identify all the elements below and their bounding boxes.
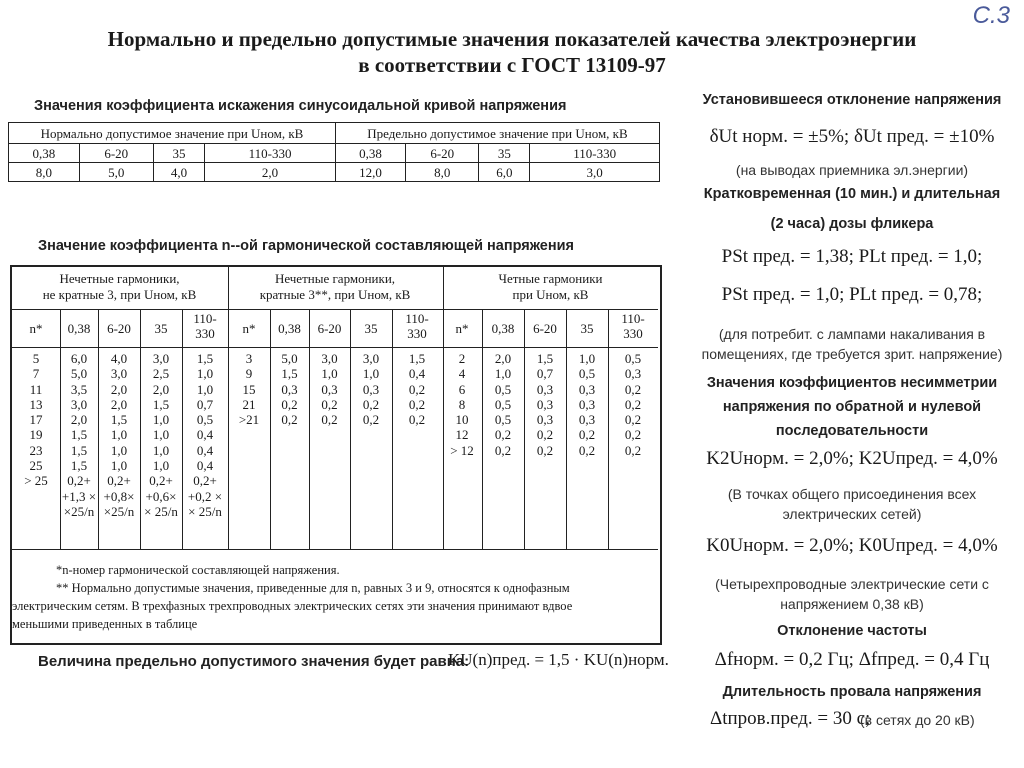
- harmonic-value: 1,5: [196, 351, 214, 366]
- subheader-cell: 6-20: [317, 321, 342, 336]
- harmonic-value: 2: [458, 351, 466, 366]
- dev-heading: Установившееся отклонение напряжения: [702, 92, 1002, 108]
- harmonic-value: 5,0: [70, 366, 88, 382]
- harmonics-table: [10, 265, 662, 645]
- harmonic-value: 1,5: [536, 351, 554, 366]
- title-line-1: Нормально и предельно допустимые значения показателей качества электроэнергии: [107, 27, 917, 51]
- subheader-cell: 6-20: [533, 321, 557, 336]
- harmonic-value: 1,0: [152, 458, 170, 474]
- harmonic-value: 0,3: [362, 381, 380, 397]
- harmonic-value: 3,0: [110, 366, 128, 382]
- asym-heading-2: напряжения по обратной и нулевой: [722, 399, 982, 415]
- harmonic-value: 0,2: [536, 427, 554, 443]
- page-title: [0, 26, 1024, 78]
- harmonic-value: > 12: [450, 442, 474, 458]
- harmonic-value: 0,3: [624, 366, 642, 382]
- subheader-cell: 0,38: [278, 321, 301, 336]
- harmonic-value: 2,0: [152, 381, 170, 397]
- dev-formula: δUt норм. = ±5%; δUt пред. = ±10%: [709, 126, 995, 147]
- harmonic-column: [140, 351, 182, 519]
- harmonic-value: 0,2: [624, 427, 642, 443]
- sinus-voltage-cell: 0,38: [335, 144, 405, 163]
- harmonic-value: 0,5: [494, 412, 512, 428]
- sinus-value-cell: 4,0: [153, 163, 204, 182]
- harmonic-value: 1,5: [408, 351, 426, 366]
- harmonic-column: [392, 351, 442, 427]
- asym-note-3: (Четырехпроводные электрические сети с: [715, 576, 989, 592]
- harmonic-value: 1,5: [70, 442, 88, 458]
- harmonic-value: 19: [29, 427, 43, 443]
- flicker-formula-1: PSt пред. = 1,38; PLt пред. = 1,0;: [721, 246, 983, 267]
- subheader-cell: n*: [242, 321, 256, 336]
- harmonic-value: 9: [245, 366, 253, 382]
- harmonic-value: 1,0: [196, 366, 214, 382]
- harmonic-value: 5: [32, 351, 40, 366]
- harmonic-column: [442, 351, 482, 458]
- dev-note: (на выводах приемника эл.энергии): [735, 162, 969, 178]
- harmonic-value: 1,0: [362, 366, 380, 382]
- table-divider: [270, 309, 271, 549]
- asym-heading-3: последовательности: [775, 423, 929, 439]
- harmonic-value: 0,2: [321, 412, 338, 428]
- harmonic-value: 0,5: [494, 381, 512, 397]
- harmonic-value: 0,4: [196, 442, 214, 458]
- sinus-value-cell: 6,0: [479, 163, 530, 182]
- limit-label: Величина предельно допустимого значения будет равна:: [38, 653, 470, 670]
- harmonic-value: 0,4: [196, 427, 214, 443]
- harmonic-value: 8: [458, 396, 466, 412]
- harmonic-value: 1,5: [110, 412, 128, 428]
- table-divider: [12, 347, 658, 348]
- harmonic-value: +0,2 ×: [187, 488, 223, 504]
- harmonic-value: 0,7: [536, 366, 554, 382]
- table-divider: [12, 549, 658, 550]
- harmonic-value: 1,5: [70, 427, 88, 443]
- harmonic-value: 1,5: [281, 366, 298, 382]
- harmonic-value: 0,2: [408, 396, 426, 412]
- harmonic-value: 0,2: [408, 381, 426, 397]
- harmonic-column: [482, 351, 524, 458]
- harmonic-value: > 25: [24, 473, 48, 489]
- harmonic-value: 3,5: [70, 381, 88, 397]
- sinus-value-cell: 2,0: [205, 163, 336, 182]
- harmonic-value: 3,0: [362, 351, 380, 366]
- harmonic-column: [182, 351, 228, 519]
- title-line-2: в соответствии с ГОСТ 13109-97: [358, 53, 666, 77]
- sinus-value-cell: 8,0: [406, 163, 479, 182]
- harmonic-column: [608, 351, 658, 458]
- sinus-voltage-cell: 6-20: [79, 144, 153, 163]
- harmonic-value: 0,2: [281, 412, 298, 428]
- harmonic-value: 7: [32, 366, 40, 382]
- flicker-formula-2: PSt пред. = 1,0; PLt пред. = 0,78;: [721, 284, 983, 305]
- harmonic-column: [350, 351, 392, 427]
- note-4: меньшими приведенных в таблице: [12, 617, 198, 631]
- harmonic-value: 4: [458, 366, 466, 382]
- harmonic-column: [309, 351, 350, 427]
- sinus-value-cell: 3,0: [530, 163, 660, 182]
- harmonic-value: 0,5: [494, 396, 512, 412]
- harmonic-value: 0,5: [624, 351, 642, 366]
- harmonic-value: 0,2: [536, 442, 554, 458]
- note-1: *n-номер гармонической составляющей напряжения.: [56, 563, 340, 577]
- flicker-heading-1: Кратковременная (10 мин.) и длительная: [703, 186, 1001, 202]
- harmonic-value: 1,0: [110, 427, 128, 443]
- sinus-voltage-cell: 110-330: [530, 144, 660, 163]
- page-number: С.3: [972, 2, 1010, 29]
- harmonic-value: 0,2: [494, 442, 512, 458]
- harmonic-value: 15: [242, 381, 256, 397]
- harmonic-value: 6,0: [70, 351, 88, 366]
- harmonic-value: 1,5: [70, 458, 88, 474]
- harmonic-value: 10: [455, 412, 469, 428]
- group2-header: Нечетные гармоники, кратные 3**, при Uном, кВ: [259, 271, 411, 302]
- subheader-cell: 0,38: [67, 321, 91, 336]
- note-3: электрическим сетям. В трехфазных трехпроводных электрических сетях эти значения принимают вдвое: [12, 599, 573, 613]
- harmonic-value: 0,5: [196, 412, 214, 428]
- harmonic-value: 2,5: [152, 366, 170, 382]
- harmonic-value: 0,2: [578, 427, 596, 443]
- freq-formula: Δfнорм. = 0,2 Гц; Δfпред. = 0,4 Гц: [714, 649, 990, 670]
- subheader-cell: 110- 330: [405, 311, 429, 341]
- harmonic-value: 0,3: [536, 412, 554, 428]
- table-divider: [309, 309, 310, 549]
- asym-formula-2: K0Uнорм. = 2,0%; K0Uпред. = 4,0%: [706, 535, 998, 556]
- sinus-heading: Значения коэффициента искажения синусоидальной кривой напряжения: [34, 98, 567, 114]
- harmonic-value: 0,3: [536, 381, 554, 397]
- harmonic-value: 21: [242, 396, 256, 412]
- sinus-voltage-cell: 0,38: [9, 144, 80, 163]
- table-divider: [392, 309, 393, 549]
- harmonic-value: +0,8×: [103, 488, 135, 504]
- harmonic-value: 0,2: [624, 396, 642, 412]
- group1-header: Нечетные гармоники, не кратные 3, при Uном, кВ: [42, 271, 197, 302]
- dip-heading: Длительность провала напряжения: [722, 684, 982, 700]
- sinus-normal-header: Нормально допустимое значение при Uном, кВ: [9, 123, 336, 144]
- harmonic-value: 3,0: [70, 396, 88, 412]
- subheader-cell: n*: [29, 321, 43, 336]
- dip-note: (в сетях до 20 кВ): [860, 712, 975, 728]
- harmonic-value: +1,3 ×: [61, 488, 97, 504]
- sinus-value-cell: 12,0: [335, 163, 405, 182]
- harmonic-column: [98, 351, 140, 519]
- sinus-voltage-cell: 35: [153, 144, 204, 163]
- harmonic-value: 1,0: [578, 351, 596, 366]
- freq-heading: Отклонение частоты: [777, 623, 927, 639]
- harmonic-value: 0,2+: [107, 473, 131, 489]
- harmonic-value: 25: [29, 458, 43, 474]
- harmonic-column: [60, 351, 98, 519]
- harmonic-value: 1,0: [152, 427, 170, 443]
- harmonic-value: 0,2: [281, 396, 298, 412]
- asym-note-1: (В точках общего присоединения всех: [727, 486, 977, 502]
- harmonic-value: 0,3: [321, 381, 338, 397]
- harmonic-value: 0,2: [321, 396, 338, 412]
- sinus-voltage-cell: 6-20: [406, 144, 479, 163]
- harmonic-value: 0,2: [494, 427, 512, 443]
- table-divider: [12, 309, 658, 310]
- flicker-note-2: помещениях, где требуется зрит. напряжение): [701, 346, 1003, 362]
- harmonic-value: 0,4: [196, 458, 214, 474]
- group3-header: Четные гармоники при Uном, кВ: [498, 271, 603, 302]
- harmonic-column: [270, 351, 309, 427]
- sinus-voltage-row: [9, 144, 660, 163]
- harmonic-value: 3: [245, 351, 253, 366]
- harmonic-value: 1,0: [110, 442, 128, 458]
- harmonic-value: ×25/n: [103, 503, 135, 519]
- flicker-heading-2: (2 часа) дозы фликера: [770, 216, 934, 232]
- harmonic-value: 0,2: [624, 412, 642, 428]
- sinus-table: [8, 122, 660, 182]
- subheader-cell: n*: [455, 321, 469, 336]
- harmonic-value: 4,0: [110, 351, 128, 366]
- harmonic-column: [228, 351, 270, 427]
- harmonic-value: 1,0: [110, 458, 128, 474]
- harmonic-column: [566, 351, 608, 458]
- harmonic-value: 23: [29, 442, 43, 458]
- harmonic-value: 0,2+: [149, 473, 173, 489]
- harmonic-value: 2,0: [494, 351, 512, 366]
- subheader-cell: 6-20: [107, 321, 131, 336]
- harmonic-value: 0,3: [578, 381, 596, 397]
- harmonic-value: 1,0: [152, 442, 170, 458]
- harmonic-value: × 25/n: [188, 503, 222, 519]
- sinus-value-cell: 5,0: [79, 163, 153, 182]
- harmonic-value: 1,0: [321, 366, 338, 382]
- harmonic-column: [524, 351, 566, 458]
- asym-heading-1: Значения коэффициентов несимметрии: [706, 375, 998, 391]
- harmonic-value: +0,6×: [145, 488, 177, 504]
- harmonic-value: 0,2+: [193, 473, 217, 489]
- harmonic-value: × 25/n: [144, 503, 178, 519]
- harmonic-value: 0,2: [624, 442, 642, 458]
- subheader-cell: 0,38: [491, 321, 515, 336]
- dip-formula: Δtпров.пред. = 30 с;: [710, 708, 871, 729]
- harmonic-value: 3,0: [321, 351, 338, 366]
- limit-formula: KU(n)пред. = 1,5 · KU(n)норм.: [448, 650, 669, 669]
- harmonic-value: 0,2: [362, 396, 380, 412]
- sinus-voltage-cell: 110-330: [205, 144, 336, 163]
- harmonic-value: 0,4: [408, 366, 426, 382]
- harmonic-value: 1,0: [494, 366, 512, 382]
- harmonic-value: 2,0: [110, 381, 128, 397]
- harmonic-value: 11: [29, 381, 43, 397]
- harmonics-heading: Значение коэффициента n--ой гармонической составляющей напряжения: [38, 238, 575, 254]
- harmonic-value: >21: [238, 412, 260, 428]
- asym-formula-1: K2Uнорм. = 2,0%; K2Uпред. = 4,0%: [706, 448, 998, 469]
- harmonic-value: 12: [455, 427, 469, 443]
- harmonic-value: 1,0: [152, 412, 170, 428]
- subheader-cell: 110- 330: [193, 311, 217, 341]
- harmonic-value: 2,0: [70, 412, 88, 428]
- harmonic-value: 0,2+: [67, 473, 91, 489]
- harmonic-value: 0,3: [281, 381, 298, 397]
- harmonic-column: [12, 351, 60, 489]
- harmonic-value: 0,7: [196, 396, 214, 412]
- subheader-cell: 35: [364, 321, 378, 336]
- harmonic-value: 13: [29, 396, 43, 412]
- subheader-cell: 35: [154, 321, 168, 336]
- harmonic-value: 2,0: [110, 396, 128, 412]
- sinus-voltage-cell: 35: [479, 144, 530, 163]
- harmonic-value: 0,2: [408, 412, 426, 428]
- table-divider: [350, 309, 351, 549]
- harmonic-value: 6: [458, 381, 466, 397]
- harmonic-value: 0,3: [578, 412, 596, 428]
- harmonic-value: 17: [29, 412, 43, 428]
- harmonic-value: 5,0: [281, 351, 298, 366]
- harmonic-value: 1,0: [196, 381, 214, 397]
- subheader-cell: 110- 330: [621, 311, 645, 341]
- harmonics-notes: [12, 561, 660, 633]
- harmonic-value: ×25/n: [63, 503, 95, 519]
- sinus-value-cell: 8,0: [9, 163, 80, 182]
- harmonic-value: 0,3: [536, 396, 554, 412]
- harmonic-value: 0,2: [362, 412, 380, 428]
- harmonic-value: 1,5: [152, 396, 170, 412]
- sinus-limit-header: Предельно допустимое значение при Uном, кВ: [335, 123, 659, 144]
- asym-note-2: электрических сетей): [782, 506, 922, 522]
- harmonic-value: 0,2: [624, 381, 642, 397]
- harmonic-value: 0,5: [578, 366, 596, 382]
- asym-note-4: напряжением 0,38 кВ): [780, 596, 924, 612]
- note-2: ** Нормально допустимые значения, приведенные для n, равных 3 и 9, относятся к однофазным: [56, 581, 570, 595]
- sinus-value-row: [9, 163, 660, 182]
- subheader-cell: 35: [580, 321, 594, 336]
- harmonic-value: 3,0: [152, 351, 170, 366]
- harmonic-value: 0,3: [578, 396, 596, 412]
- flicker-note-1: (для потребит. с лампами накаливания в: [718, 326, 986, 342]
- harmonic-value: 0,2: [578, 442, 596, 458]
